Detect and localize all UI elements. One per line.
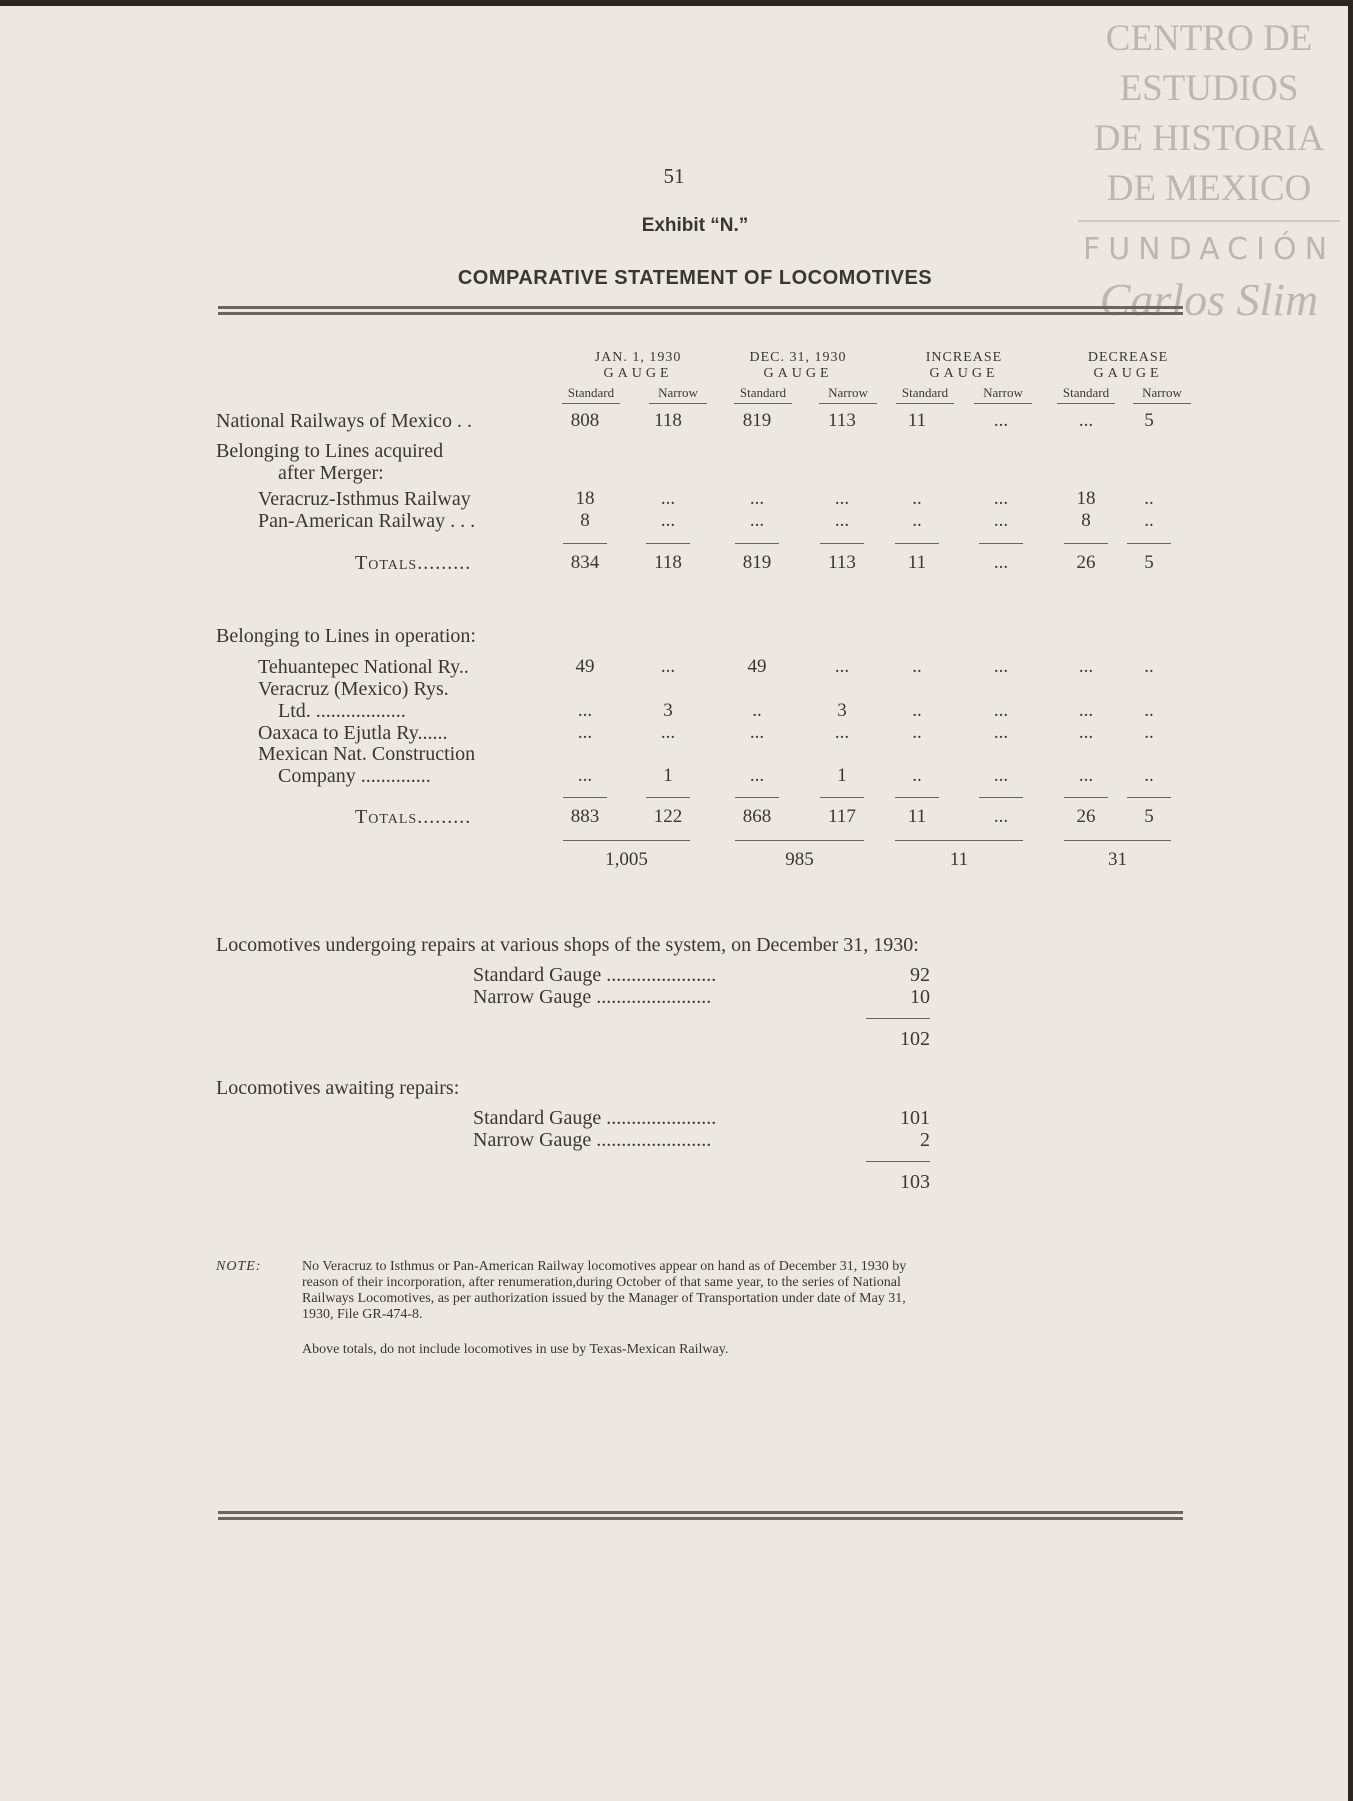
total-rule [735,840,864,841]
col-dcr-date: DECREASE [1087,350,1169,365]
table-cell: ... [749,510,765,531]
total-rule [563,840,690,841]
subtotal-rule [1064,797,1108,798]
watermark-line: FUNDACIÓN [1082,232,1336,267]
note-line: reason of their incorporation, after renumeration,during October of that same year, to the series of National [302,1275,901,1290]
awaiting-standard-value: 101 [900,1107,930,1129]
subtotal-rule [979,543,1023,544]
table-cell: 26 [1076,552,1096,573]
table-cell: 8 [580,510,590,531]
subtotal-rule [895,797,939,798]
repairs-narrow-value: 10 [910,986,930,1008]
table-cell: .. [912,722,922,743]
table-cell: 18 [575,488,595,509]
table-cell: .. [1144,510,1154,531]
table-cell: ... [834,488,850,509]
table-cell: 808 [570,410,600,431]
col-jan-gauge: GAUGE [603,366,673,381]
table-cell: ... [749,765,765,786]
grand-total-cell: 31 [1108,849,1127,870]
bottom-double-rule [218,1511,1183,1520]
note-label: NOTE: [216,1259,262,1274]
table-cell: 5 [1144,806,1154,827]
section-heading: after Merger: [278,462,384,484]
table-cell: 118 [654,410,682,431]
table-cell: .. [1144,488,1154,509]
table-cell: 122 [653,806,683,827]
repairs-total-value: 102 [900,1028,930,1050]
repairs-heading: Locomotives undergoing repairs at various shops of the system, on December 31, 1930: [216,934,919,956]
col-inc-date: INCREASE [925,350,1003,365]
awaiting-total-rule [866,1161,930,1162]
row-label: Veracruz (Mexico) Rys. [258,678,449,700]
subtotal-rule [563,543,607,544]
note-line: Railways Locomotives, as per authorization issued by the Manager of Transportation under date of May 31, [302,1291,906,1306]
table-cell: .. [912,656,922,677]
note-line: 1930, File GR-474-8. [302,1307,423,1322]
page-number: 51 [663,164,685,188]
row-label: Ltd. .................. [278,700,406,722]
table-cell: 819 [742,410,772,431]
table-cell: ... [1078,722,1094,743]
table-cell: 1 [663,765,673,786]
watermark-line: ESTUDIOS [1119,68,1299,109]
row-label: Pan-American Railway . . . [258,510,476,532]
watermark-line: DE MEXICO [1106,168,1312,209]
awaiting-total-value: 103 [900,1171,930,1193]
awaiting-narrow-label: Narrow Gauge ....................... [473,1129,712,1151]
table-cell: 11 [907,410,927,431]
table-cell: 3 [837,700,847,721]
row-label: Company .............. [278,765,431,787]
table-cell: ... [993,410,1009,431]
subtotal-rule [1127,543,1171,544]
table-cell: ... [993,700,1009,721]
table-cell: ... [1078,410,1094,431]
table-cell: 118 [654,552,682,573]
row-label: Veracruz-Isthmus Railway [258,488,471,510]
table-cell: ... [1078,700,1094,721]
row-label: Mexican Nat. Construction [258,743,476,765]
section-heading: Belonging to Lines in operation: [216,625,476,647]
table-cell: 819 [742,552,772,573]
section-heading: Belonging to Lines acquired [216,440,444,462]
subtotal-rule [1127,797,1171,798]
table-cell: .. [1144,722,1154,743]
repairs-total-rule [866,1018,930,1019]
table-cell: 868 [742,806,772,827]
table-cell: .. [1144,765,1154,786]
grand-total-cell: 985 [785,849,814,870]
sub-narrow: Narrow [968,385,1038,404]
table-cell: ... [660,488,676,509]
table-cell: ... [577,765,593,786]
col-dec-date: DEC. 31, 1930 [749,350,847,365]
table-cell: ... [749,722,765,743]
table-cell: ... [993,806,1009,827]
table-cell: ... [577,722,593,743]
repairs-narrow-label: Narrow Gauge ....................... [473,986,712,1008]
table-cell: 49 [747,656,767,677]
table-cell: ... [993,722,1009,743]
table-cell: ... [834,722,850,743]
table-cell: 8 [1081,510,1091,531]
exhibit-label: Exhibit “N.” [641,215,749,236]
top-double-rule [218,306,1183,315]
page-title: COMPARATIVE STATEMENT OF LOCOMOTIVES [457,267,933,289]
col-jan-date: JAN. 1, 1930 [594,350,682,365]
watermark-line: DE HISTORIA [1093,118,1325,159]
subtotal-rule [820,543,864,544]
table-cell: 117 [828,806,856,827]
subtotal-rule [646,797,690,798]
sub-standard: Standard [556,385,626,404]
sub-narrow: Narrow [813,385,883,404]
repairs-standard-label: Standard Gauge ...................... [473,964,717,986]
note-extra: Above totals, do not include locomotives in use by Texas-Mexican Railway. [302,1342,729,1357]
table-cell: .. [1144,656,1154,677]
table-cell: ... [993,765,1009,786]
table-cell: 113 [828,410,856,431]
subtotal-rule [979,797,1023,798]
table-cell: ... [834,656,850,677]
row-label: Tehuantepec National Ry.. [258,656,469,678]
col-dec-gauge: GAUGE [763,366,833,381]
subtotal-rule [646,543,690,544]
col-inc-gauge: GAUGE [929,366,999,381]
total-rule [895,840,1023,841]
table-cell: .. [912,510,922,531]
awaiting-standard-label: Standard Gauge ...................... [473,1107,717,1129]
sub-standard: Standard [890,385,960,404]
awaiting-heading: Locomotives awaiting repairs: [216,1077,460,1099]
subtotal-rule [895,543,939,544]
col-dcr-gauge: GAUGE [1093,366,1163,381]
sub-narrow: Narrow [1127,385,1197,404]
table-cell: 5 [1144,410,1154,431]
table-cell: 26 [1076,806,1096,827]
table-cell: 11 [907,806,927,827]
table-cell: ... [834,510,850,531]
table-cell: ... [1078,765,1094,786]
row-label: National Railways of Mexico . . [216,410,473,432]
table-cell: ... [993,552,1009,573]
table-cell: 11 [907,552,927,573]
table-cell: ... [660,510,676,531]
table-cell: ... [660,722,676,743]
table-cell: 18 [1076,488,1096,509]
table-cell: ... [1078,656,1094,677]
document-page [0,6,1348,1801]
sub-standard: Standard [728,385,798,404]
totals-label: Totals......... [355,806,472,828]
table-cell: 5 [1144,552,1154,573]
table-cell: .. [752,700,762,721]
table-cell: ... [993,488,1009,509]
table-cell: .. [912,765,922,786]
table-cell: ... [993,656,1009,677]
table-cell: 834 [570,552,600,573]
table-cell: ... [749,488,765,509]
table-cell: ... [993,510,1009,531]
watermark-line: CENTRO DE [1105,18,1313,59]
table-cell: 1 [837,765,847,786]
table-cell: .. [1144,700,1154,721]
watermark-signature: Carlos Slim [1099,274,1319,325]
table-cell: .. [912,700,922,721]
table-cell: .. [912,488,922,509]
table-cell: 49 [575,656,595,677]
totals-label: Totals......... [355,552,472,574]
table-cell: 113 [828,552,856,573]
subtotal-rule [563,797,607,798]
sub-standard: Standard [1051,385,1121,404]
row-label: Oaxaca to Ejutla Ry...... [258,722,448,744]
grand-total-cell: 1,005 [605,849,648,870]
grand-total-cell: 11 [949,849,969,870]
repairs-standard-value: 92 [910,964,930,986]
total-rule [1064,840,1171,841]
awaiting-narrow-value: 2 [920,1129,930,1151]
table-cell: 883 [570,806,600,827]
subtotal-rule [820,797,864,798]
subtotal-rule [1064,543,1108,544]
sub-narrow: Narrow [643,385,713,404]
table-cell: ... [660,656,676,677]
subtotal-rule [735,797,779,798]
table-cell: 3 [663,700,673,721]
table-cell: ... [577,700,593,721]
subtotal-rule [735,543,779,544]
note-line: No Veracruz to Isthmus or Pan-American Railway locomotives appear on hand as of December 31, 1930 by [302,1259,907,1274]
